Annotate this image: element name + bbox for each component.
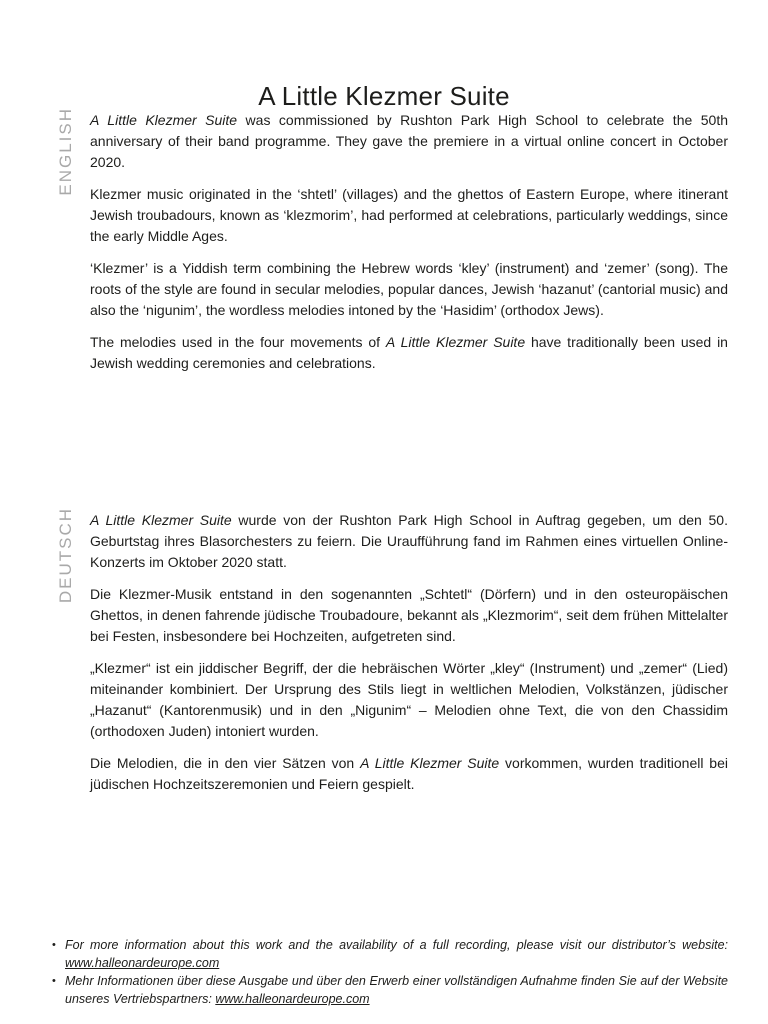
distributor-link-en[interactable]: www.halleonardeurope.com	[65, 956, 220, 970]
paragraph: Klezmer music originated in the ‘shtetl’ (villages) and the ghettos of Eastern Europe, where itinerant Jewish troubadours, known as ‘klezmorim’, had performed at celebrations, particularly weddings, since the early Middle Ages.	[90, 186, 728, 244]
text-segment: A Little Klezmer Suite	[360, 755, 500, 771]
footer-notes	[52, 936, 728, 1008]
german-paragraphs	[90, 510, 728, 795]
footer-note-text: For more information about this work and the availability of a full recording, please visit our distributor’s website: www.halleonardeurope.com	[65, 938, 728, 970]
text-segment: A Little Klezmer Suite	[90, 512, 232, 528]
section-label-english: ENGLISH	[56, 107, 75, 196]
paragraph: ‘Klezmer’ is a Yiddish term combining the Hebrew words ‘kley’ (instrument) and ‘zemer’ (song). The roots of the style are found in secular melodies, popular dances, Jewish ‘hazanut’ (cantorial music) and also the ‘nigunim’, the wordless melodies intoned by the ‘Hasidim’ (orthodox Jews).	[90, 260, 728, 318]
paragraph: The melodies used in the four movements of A Little Klezmer Suite have traditionally been used in Jewish wedding ceremonies and celebrations.	[90, 334, 728, 371]
footer-note-text: Mehr Informationen über diese Ausgabe und über den Erwerb einer vollständigen Aufnahme finden Sie auf der Website unseres Vertriebspartners: www.halleonardeurope.com	[65, 974, 728, 1006]
footer-note-de	[52, 972, 728, 1008]
bullet-icon: •	[52, 939, 56, 951]
page-title: A Little Klezmer Suite	[258, 81, 510, 112]
paragraph: A Little Klezmer Suite wurde von der Rushton Park High School in Auftrag gegeben, um den 50. Geburtstag ihres Blasorchesters zu feiern. Die Uraufführung fand im Rahmen eines virtuellen Online-Konzerts im Oktober 2020 statt.	[90, 512, 728, 570]
english-paragraphs	[90, 110, 728, 374]
distributor-link-de[interactable]: www.halleonardeurope.com	[215, 992, 370, 1006]
paragraph: A Little Klezmer Suite was commissioned by Rushton Park High School to celebrate the 50th anniversary of their band programme. They gave the premiere in a virtual online concert in October 2020.	[90, 112, 728, 170]
section-label-german: DEUTSCH	[56, 507, 75, 604]
paragraph: Die Klezmer-Musik entstand in den sogenannten „Schtetl“ (Dörfern) und in den osteuropäischen Ghettos, in denen fahrende jüdische Troubadoure, bekannt als „Klezmorim“, seit dem frühen Mittelalter bei Festen, insbesondere bei Hochzeiten, aufgetreten sind.	[90, 586, 728, 644]
text-segment: A Little Klezmer Suite	[385, 334, 526, 350]
paragraph: Die Melodien, die in den vier Sätzen von A Little Klezmer Suite vorkommen, wurden traditionell bei jüdischen Hochzeitszeremonien und Feiern gespielt.	[90, 755, 728, 792]
text-segment: A Little Klezmer Suite	[90, 112, 238, 128]
paragraph: „Klezmer“ ist ein jiddischer Begriff, der die hebräischen Wörter „kley“ (Instrument) und „zemer“ (Lied) miteinander kombiniert. Der Ursprung des Stils liegt in weltlichen Melodien, Volkstänzen, jüdischer „Hazanut“ (Kantorenmusik) und in den „Nigunim“ – Melodien ohne Text, die von den Chassidim (orthodoxen Juden) intoniert wurden.	[90, 660, 728, 739]
section-english	[56, 107, 728, 374]
section-german	[56, 507, 728, 795]
bullet-icon: •	[52, 975, 56, 987]
footer-note-en	[52, 936, 728, 972]
